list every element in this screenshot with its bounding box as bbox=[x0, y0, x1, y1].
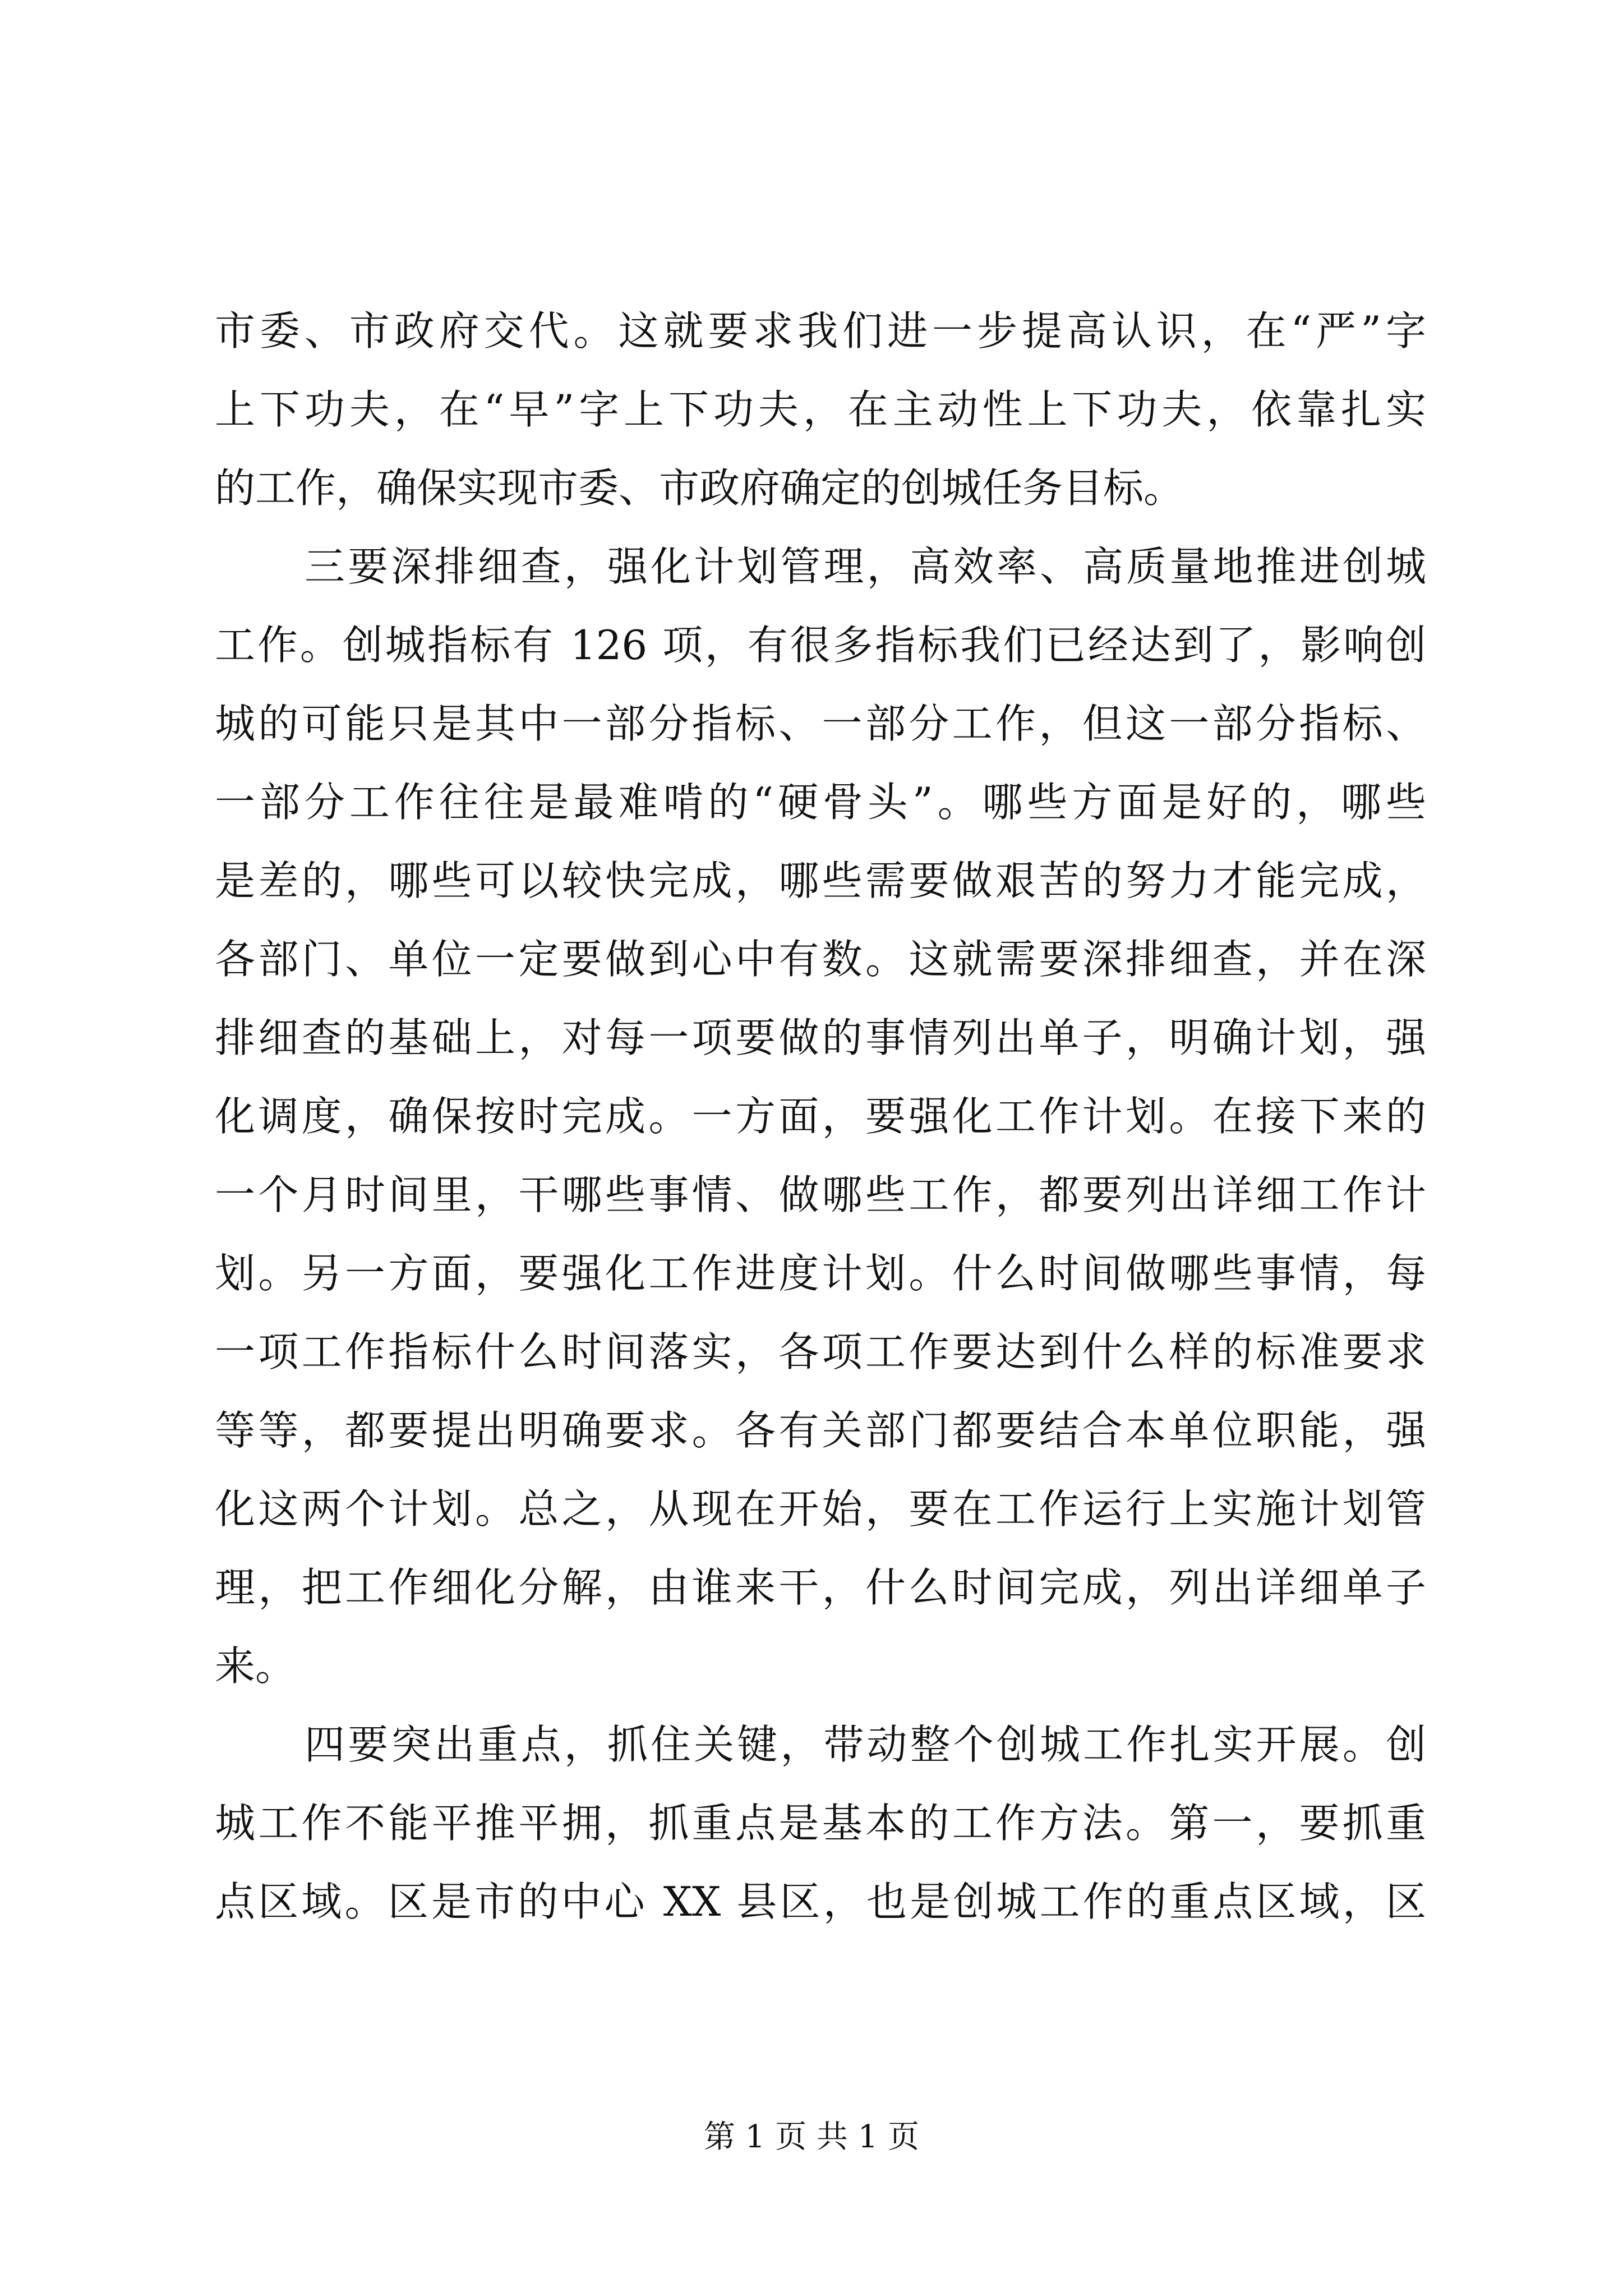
text-line: 划。另一方面，要强化工作进度计划。什么时间做哪些事情，每 bbox=[215, 1250, 1426, 1297]
text-line: 理，把工作细化分解，由谁来干，什么时间完成，列出详细单子 bbox=[215, 1564, 1426, 1611]
text-line: 化调度，确保按时完成。一方面，要强化工作计划。在接下来的 bbox=[215, 1093, 1426, 1140]
text-line: 化这两个计划。总之，从现在开始，要在工作运行上实施计划管 bbox=[215, 1485, 1426, 1533]
text-line: 一部分工作往往是最难啃的“硬骨头”。哪些方面是好的，哪些 bbox=[215, 779, 1426, 826]
text-line: 的工作，确保实现市委、市政府确定的创城任务目标。 bbox=[215, 464, 1184, 512]
body-text bbox=[215, 292, 1426, 1941]
text-line: 城的可能只是其中一部分指标、一部分工作，但这一部分指标、 bbox=[215, 700, 1426, 747]
page-footer: 第 1 页 共 1 页 bbox=[703, 2119, 920, 2155]
text-line: 三要深排细查，强化计划管理，高效率、高质量地推进创城 bbox=[305, 543, 1426, 590]
text-line: 一个月时间里，干哪些事情、做哪些工作，都要列出详细工作计 bbox=[215, 1171, 1426, 1218]
text-line: 市委、市政府交代。这就要求我们进一步提高认识，在“严”字 bbox=[215, 307, 1426, 355]
text-line: 各部门、单位一定要做到心中有数。这就需要深排细查，并在深 bbox=[215, 936, 1426, 983]
text-line: 工作。创城指标有 126 项，有很多指标我们已经达到了，影响创 bbox=[215, 622, 1426, 669]
text-line: 是差的，哪些可以较快完成，哪些需要做艰苦的努力才能完成， bbox=[215, 857, 1426, 904]
text-line: 点区域。区是市的中心 XX 县区，也是创城工作的重点区域，区 bbox=[215, 1878, 1426, 1925]
text-line: 城工作不能平推平拥，抓重点是基本的工作方法。第一，要抓重 bbox=[215, 1800, 1426, 1847]
text-line: 来。 bbox=[215, 1642, 296, 1690]
text-line: 一项工作指标什么时间落实，各项工作要达到什么样的标准要求 bbox=[215, 1328, 1426, 1375]
text-line: 等等，都要提出明确要求。各有关部门都要结合本单位职能，强 bbox=[215, 1407, 1426, 1454]
text-line: 上下功夫，在“早”字上下功夫，在主动性上下功夫，依靠扎实 bbox=[215, 386, 1426, 433]
text-line: 四要突出重点，抓住关键，带动整个创城工作扎实开展。创 bbox=[305, 1721, 1426, 1768]
text-line: 排细查的基础上，对每一项要做的事情列出单子，明确计划，强 bbox=[215, 1014, 1426, 1061]
